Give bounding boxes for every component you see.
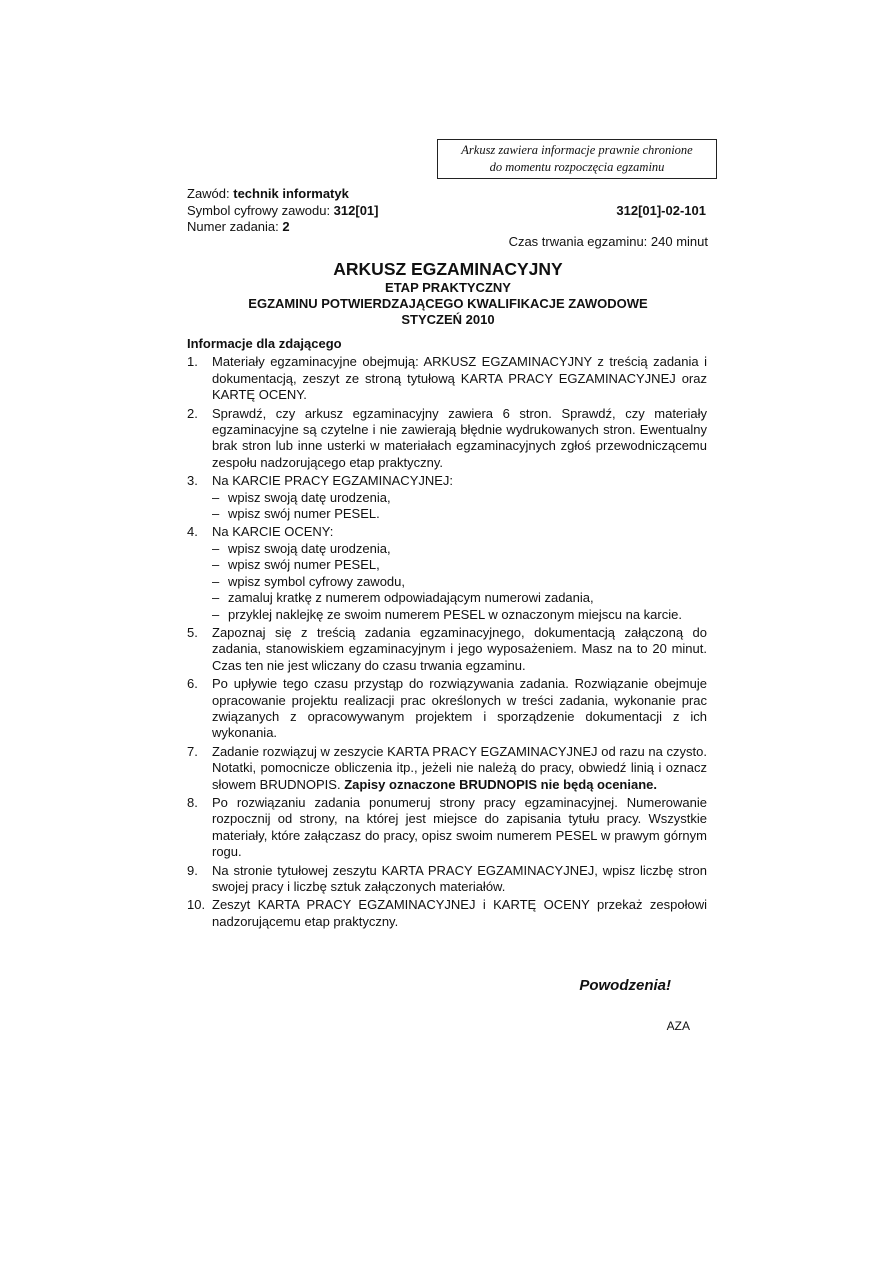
sub-list — [212, 541, 707, 623]
exam-date: STYCZEŃ 2010 — [401, 312, 495, 327]
sub-item-text: wpisz swoją datę urodzenia, — [228, 489, 391, 505]
list-item — [187, 897, 707, 930]
item-number: 5. — [187, 624, 198, 640]
item-number: 4. — [187, 524, 198, 540]
instructions-list — [187, 354, 707, 930]
sub-item — [212, 590, 707, 606]
sub-item — [212, 490, 707, 506]
footer-mark: AZA — [666, 1019, 690, 1033]
sub-item — [212, 557, 707, 573]
sub-item-text: przyklej naklejkę ze swoim numerem PESEL w oznaczonym miejscu na karcie. — [228, 606, 682, 622]
stage-title: ETAP PRAKTYCZNY — [385, 280, 511, 295]
good-luck-text: Powodzenia! — [579, 977, 671, 994]
title-block — [187, 258, 709, 328]
item-number: 2. — [187, 405, 198, 421]
item-bold-text: Zapisy oznaczone BRUDNOPIS nie będą oceniane. — [344, 776, 657, 792]
instructions-heading: Informacje dla zdającego — [187, 336, 342, 351]
item-number: 10. — [187, 897, 206, 913]
symbol-label: Symbol cyfrowy zawodu: — [187, 203, 334, 218]
exam-code: 312[01]-02-101 — [616, 203, 706, 218]
profession-line — [187, 186, 349, 202]
item-text: Zadanie rozwiązuj w zeszycie KARTA PRACY EGZAMINACYJNEJ od razu na czysto. Notatki, pomocnicze obliczenia itp., jeżeli nie należą do pracy, obwiedź linią i oznacz słowem BRUDNOPIS. — [212, 743, 707, 792]
sub-item — [212, 541, 707, 557]
list-item — [187, 354, 707, 403]
item-text: Na stronie tytułowej zeszytu KARTA PRACY EGZAMINACYJNEJ, wpisz liczbę stron swojej pracy i liczbę sztuk załączonych materiałów. — [212, 862, 707, 894]
profession-value: technik informatyk — [233, 186, 349, 201]
item-number: 3. — [187, 473, 198, 489]
task-number-line — [187, 219, 290, 235]
list-item — [187, 676, 707, 742]
sub-item-text: wpisz swój numer PESEL, — [228, 557, 380, 573]
legal-notice-box — [437, 139, 717, 179]
notice-line-1: Arkusz zawiera informacje prawnie chronione — [461, 143, 693, 157]
item-number: 1. — [187, 354, 198, 370]
item-text: Zeszyt KARTA PRACY EGZAMINACYJNEJ i KARTĘ OCENY przekaż zespołowi nadzorującemu etap praktyczny. — [212, 897, 707, 929]
main-title: ARKUSZ EGZAMINACYJNY — [333, 259, 563, 279]
item-number: 6. — [187, 676, 198, 692]
dash-bullet: – — [212, 557, 220, 573]
list-item — [187, 625, 707, 674]
item-text: Na KARCIE PRACY EGZAMINACYJNEJ: — [212, 473, 454, 489]
item-text: Zapoznaj się z treścią zadania egzaminacyjnego, dokumentacją załączoną do zadania, stanowiskiem egzaminacyjnym i jego wyposażeniem. Masz na to 20 minut. Czas ten nie jest wliczany do czasu trwania egzaminu. — [212, 624, 707, 673]
dash-bullet: – — [212, 489, 220, 505]
item-text: Materiały egzaminacyjne obejmują: ARKUSZ EGZAMINACYJNY z treścią zadania i dokumentacją, zeszyt ze stroną tytułową KARTA PRACY EGZAMINACYJNEJ oraz KARTĘ OCENY. — [212, 354, 707, 403]
profession-label: Zawód: — [187, 186, 234, 201]
list-item — [187, 744, 707, 793]
sub-item-text: wpisz swój numer PESEL. — [228, 506, 380, 522]
exam-title: EGZAMINU POTWIERDZAJĄCEGO KWALIFIKACJE ZAWODOWE — [248, 296, 648, 311]
instructions — [187, 336, 707, 930]
symbol-line — [187, 203, 378, 219]
item-text: Po rozwiązaniu zadania ponumeruj strony pracy egzaminacyjnej. Numerowanie rozpocznij od strony, na której jest miejsce do zapisania tytułu pracy. Wszystkie materiały, które załączasz do pracy, opisz swoim numerem PESEL w prawym górnym rogu. — [212, 794, 707, 860]
item-number: 8. — [187, 794, 198, 810]
sub-item — [212, 574, 707, 590]
item-text: Po upływie tego czasu przystąp do rozwiązywania zadania. Rozwiązanie obejmuje opracowanie projektu realizacji prac określonych w treści zadania, wykonanie prac związanych z opracowywanym projektem i sporządzenie dokumentacji z ich wykonania. — [212, 676, 707, 741]
dash-bullet: – — [212, 590, 220, 606]
item-number: 9. — [187, 862, 198, 878]
list-item — [187, 795, 707, 861]
dash-bullet: – — [212, 506, 220, 522]
list-item — [187, 863, 707, 896]
task-value: 2 — [282, 219, 290, 234]
item-number: 7. — [187, 743, 198, 759]
list-item — [187, 406, 707, 472]
notice-line-2: do momentu rozpoczęcia egzaminu — [489, 160, 665, 174]
list-item — [187, 524, 707, 622]
dash-bullet: – — [212, 606, 220, 622]
sub-item-text: zamaluj kratkę z numerem odpowiadającym numerowi zadania, — [228, 590, 594, 606]
item-text: Sprawdź, czy arkusz egzaminacyjny zawiera 6 stron. Sprawdź, czy materiały egzaminacyjne są czytelne i nie zawierają błędnie wydrukowanych stron. Ewentualny brak stron lub inne usterki w materiałach egzaminacyjnych zgłoś przewodniczącemu zespołu nadzorującego etap praktyczny. — [212, 405, 707, 470]
exam-duration: Czas trwania egzaminu: 240 minut — [508, 234, 708, 249]
sub-list — [212, 490, 707, 523]
item-text: Na KARCIE OCENY: — [212, 524, 334, 540]
task-label: Numer zadania: — [187, 219, 283, 234]
symbol-value: 312[01] — [333, 203, 379, 218]
sub-item-text: wpisz symbol cyfrowy zawodu, — [228, 573, 405, 589]
sub-item-text: wpisz swoją datę urodzenia, — [228, 540, 391, 556]
sub-item — [212, 506, 707, 522]
list-item — [187, 473, 707, 522]
dash-bullet: – — [212, 573, 220, 589]
sub-item — [212, 607, 707, 623]
dash-bullet: – — [212, 540, 220, 556]
